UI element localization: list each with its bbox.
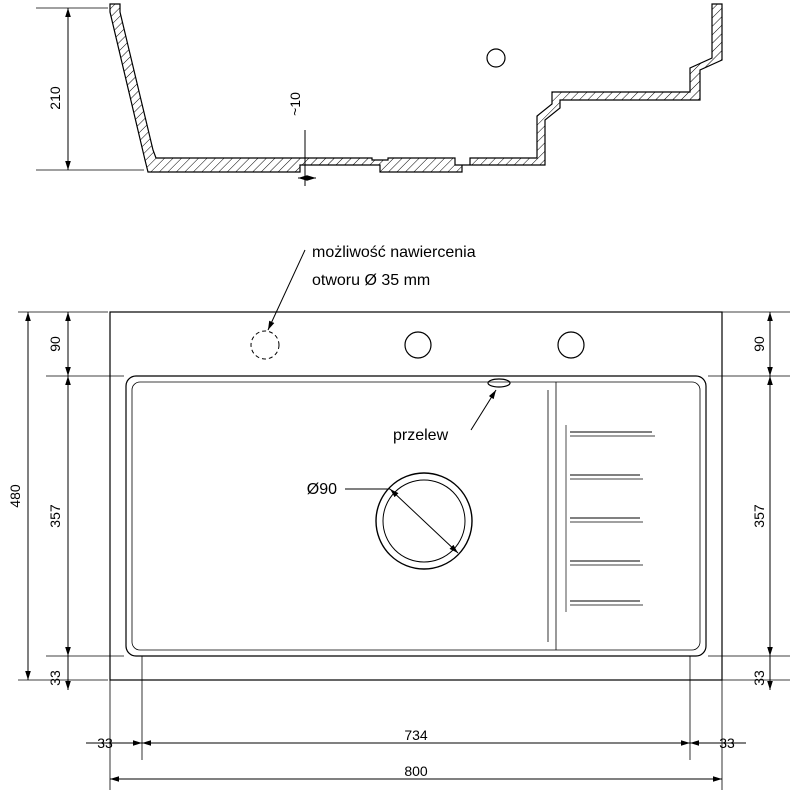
faucet-hole-2 xyxy=(558,332,584,358)
drain-diameter-label: Ø90 xyxy=(306,481,337,498)
dimension-depth-label: 210 xyxy=(47,86,63,110)
sink-outline xyxy=(110,312,722,680)
plan-view xyxy=(7,312,790,790)
dimension-left-90-label: 90 xyxy=(47,336,63,352)
drill-note-line1: możliwość nawiercenia xyxy=(312,244,476,261)
drill-note-leader xyxy=(268,250,305,330)
dimension-left-33-label: 33 xyxy=(47,670,63,686)
drainer-grooves xyxy=(566,425,655,612)
drill-note-line2: otworu Ø 35 mm xyxy=(312,272,431,289)
overflow-hole xyxy=(488,379,510,387)
sink-section-wall xyxy=(110,4,722,172)
bowl-drainer-outline xyxy=(126,376,706,656)
bowl-drainer-inner-outline xyxy=(132,382,700,650)
dimension-right-90-label: 90 xyxy=(751,336,767,352)
overflow-leader xyxy=(471,390,496,430)
drill-note-group xyxy=(268,244,476,330)
dimension-total-height-label: 480 xyxy=(7,484,23,508)
dimension-total-width-label: 800 xyxy=(404,763,428,779)
left-dimension-chain xyxy=(7,312,124,690)
dimension-inner-width-label: 734 xyxy=(404,727,428,743)
thickness-label: ~10 xyxy=(287,92,303,116)
dimension-right-33-label: 33 xyxy=(751,670,767,686)
bottom-dimension-chain xyxy=(86,656,746,790)
overflow-label: przelew xyxy=(393,427,449,444)
drain-diameter-line xyxy=(390,489,458,553)
faucet-hole-1 xyxy=(405,332,431,358)
dimension-right-357-label: 357 xyxy=(751,504,767,528)
right-dimension-chain xyxy=(706,312,790,690)
dimension-bottom-33-right-label: 33 xyxy=(719,735,735,751)
cross-section-view xyxy=(36,4,722,186)
dimension-bottom-33-left-label: 33 xyxy=(97,735,113,751)
optional-hole-dashed xyxy=(251,331,279,359)
faucet-hole-section xyxy=(487,49,505,67)
dimension-left-357-label: 357 xyxy=(47,504,63,528)
